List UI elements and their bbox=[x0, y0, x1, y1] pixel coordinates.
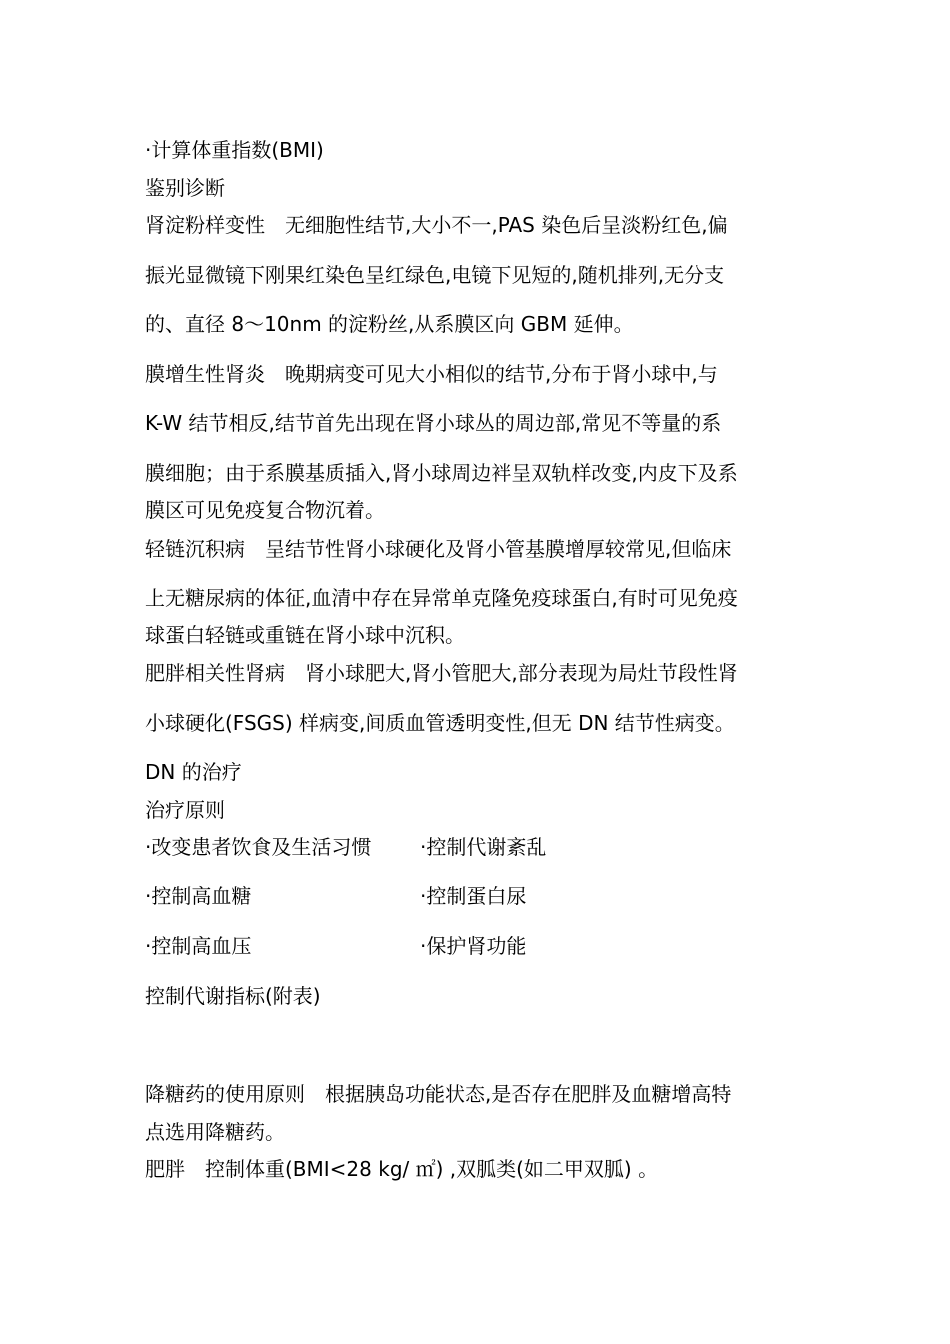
differential-heading: 鉴别诊断 bbox=[145, 176, 225, 200]
light-chain-line-3: 球蛋白轻链或重链在肾小球中沉积。 bbox=[145, 623, 465, 647]
light-chain-line-2: 上无糖尿病的体征,血清中存在异常单克隆免疫球蛋白,有时可见免疫 bbox=[145, 586, 738, 610]
principle-blood-pressure: ·控制高血压 bbox=[145, 934, 252, 958]
obesity-line: 肥胖 控制体重(BMI<28 kg/ ㎡) ,双胍类(如二甲双胍) 。 bbox=[145, 1157, 659, 1181]
hypoglycemic-line-2: 点选用降糖药。 bbox=[145, 1120, 285, 1144]
principle-glucose: ·控制高血糖 bbox=[145, 884, 252, 908]
light-chain-line-1: 轻链沉积病 呈结节性肾小球硬化及肾小管基膜增厚较常见,但临床 bbox=[145, 537, 732, 561]
principle-renal-function: ·保护肾功能 bbox=[420, 934, 527, 958]
treatment-heading: DN 的治疗 bbox=[145, 760, 242, 784]
mpgn-line-2: K-W 结节相反,结节首先出现在肾小球丛的周边部,常见不等量的系 bbox=[145, 411, 722, 435]
amyloid-line-1: 肾淀粉样变性 无细胞性结节,大小不一,PAS 染色后呈淡粉红色,偏 bbox=[145, 213, 728, 237]
principles-heading: 治疗原则 bbox=[145, 798, 225, 822]
hypoglycemic-line-1: 降糖药的使用原则 根据胰岛功能状态,是否存在肥胖及血糖增高特 bbox=[145, 1082, 732, 1106]
bmi-item: ·计算体重指数(BMI) bbox=[145, 138, 324, 162]
mpgn-line-4: 膜区可见免疫复合物沉着。 bbox=[145, 498, 385, 522]
principle-metabolism: ·控制代谢紊乱 bbox=[420, 835, 547, 859]
obesity-nephropathy-line-2: 小球硬化(FSGS) 样病变,间质血管透明变性,但无 DN 结节性病变。 bbox=[145, 711, 735, 735]
obesity-nephropathy-line-1: 肥胖相关性肾病 肾小球肥大,肾小管肥大,部分表现为局灶节段性肾 bbox=[145, 661, 738, 685]
mpgn-line-1: 膜增生性肾炎 晚期病变可见大小相似的结节,分布于肾小球中,与 bbox=[145, 362, 718, 386]
mpgn-line-3: 膜细胞；由于系膜基质插入,肾小球周边袢呈双轨样改变,内皮下及系 bbox=[145, 461, 738, 485]
amyloid-line-3: 的、直径 8～10nm 的淀粉丝,从系膜区向 GBM 延伸。 bbox=[145, 312, 634, 336]
metabolic-targets: 控制代谢指标(附表) bbox=[145, 984, 321, 1008]
principle-diet: ·改变患者饮食及生活习惯 bbox=[145, 835, 372, 859]
principle-proteinuria: ·控制蛋白尿 bbox=[420, 884, 527, 908]
amyloid-line-2: 振光显微镜下刚果红染色呈红绿色,电镜下见短的,随机排列,无分支 bbox=[145, 263, 725, 287]
